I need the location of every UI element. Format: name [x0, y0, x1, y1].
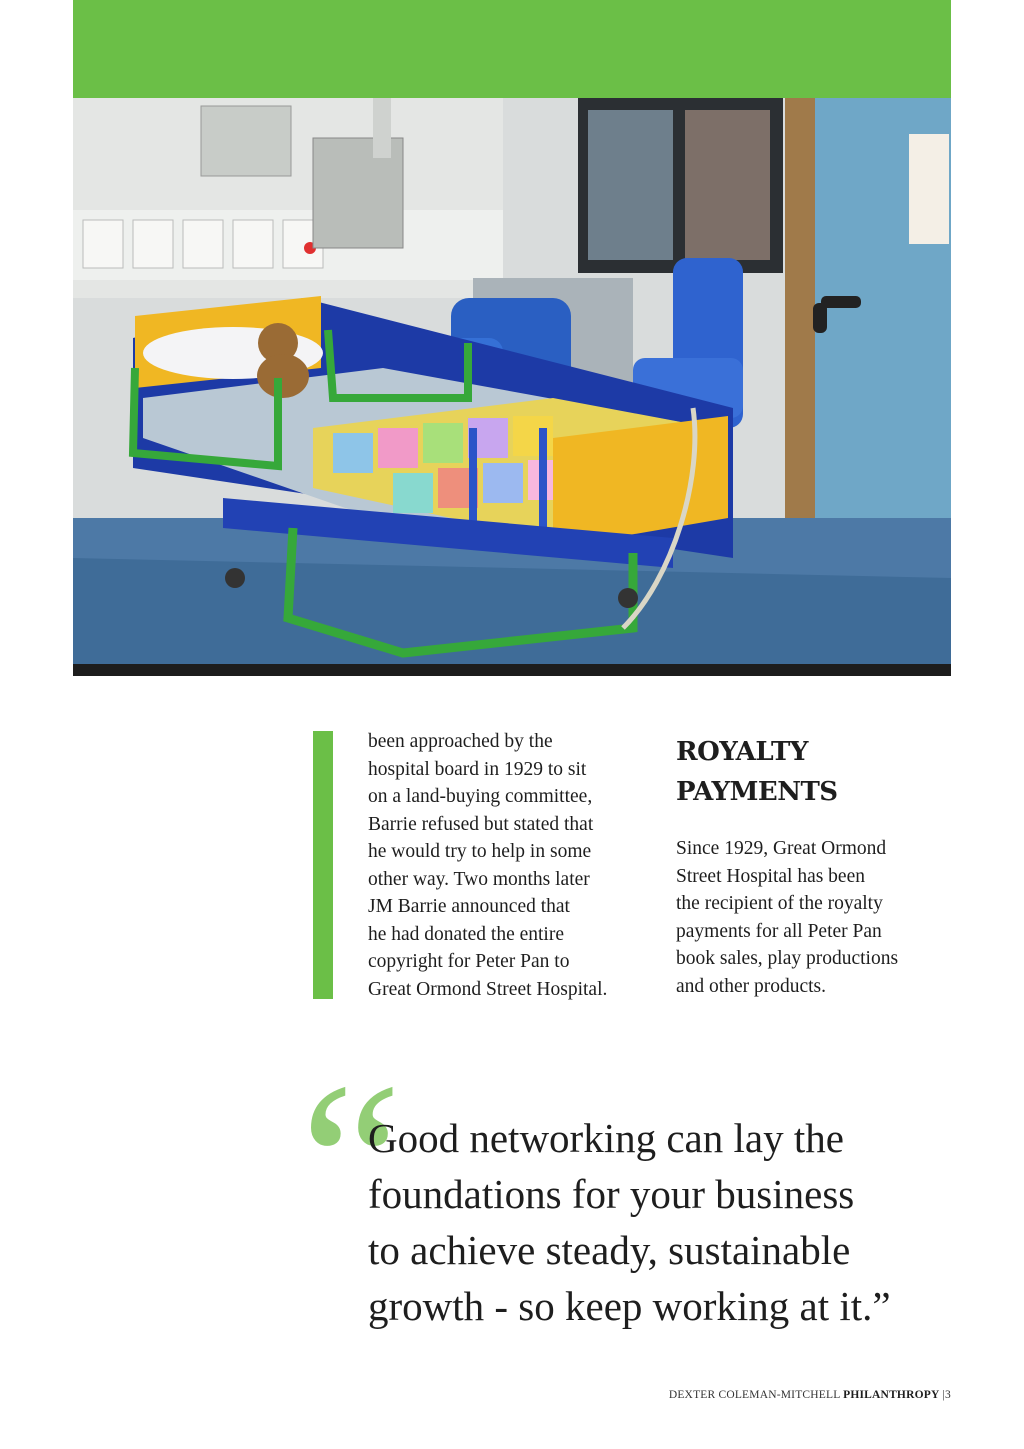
heading-line: ROYALTY [676, 737, 808, 767]
page-number: |3 [942, 1389, 951, 1401]
right-body-text [676, 835, 946, 1000]
left-line: been approached by the [368, 731, 553, 752]
right-line: and other products. [676, 975, 827, 997]
left-line: he had donated the entire [368, 923, 564, 945]
quote-line: growth - so keep working at it.” [368, 1283, 891, 1329]
left-line: on a land-buying committee, [368, 786, 593, 807]
column-accent-bar [313, 731, 333, 999]
right-line: the recipient of the royalty [676, 893, 883, 914]
photo-bottom-rule [73, 664, 951, 676]
right-line: book sales, play productions [676, 948, 899, 969]
heading-line: PAYMENTS [676, 777, 838, 807]
left-line: other way. Two months later [368, 868, 590, 890]
left-line: JM Barrie announced that [368, 896, 570, 917]
left-body-text [368, 728, 648, 1003]
left-line: Barrie refused but stated that [368, 813, 594, 835]
quote-line: Good networking can lay the [368, 1115, 844, 1161]
quote-line: to achieve steady, sustainable [368, 1227, 851, 1273]
left-line: hospital board in 1929 to sit [368, 758, 587, 780]
footer-section: PHILANTHROPY [843, 1389, 940, 1401]
right-line: payments for all Peter Pan [676, 920, 882, 942]
quote-line: foundations for your business [368, 1171, 855, 1217]
left-line: he would try to help in some [368, 841, 592, 862]
right-line: Street Hospital has been [676, 865, 865, 887]
hospital-bed-photo [73, 98, 951, 664]
page-footer [669, 1389, 951, 1401]
section-heading [676, 732, 946, 812]
left-line: Great Ormond Street Hospital. [368, 978, 608, 1000]
pull-quote [368, 1110, 958, 1334]
footer-author: DEXTER COLEMAN-MITCHELL [668, 1389, 841, 1401]
right-line: Since 1929, Great Ormond [676, 838, 887, 859]
top-green-banner [73, 0, 951, 98]
left-line: copyright for Peter Pan to [368, 951, 570, 972]
open-quote-mark: “ [300, 1035, 403, 1290]
